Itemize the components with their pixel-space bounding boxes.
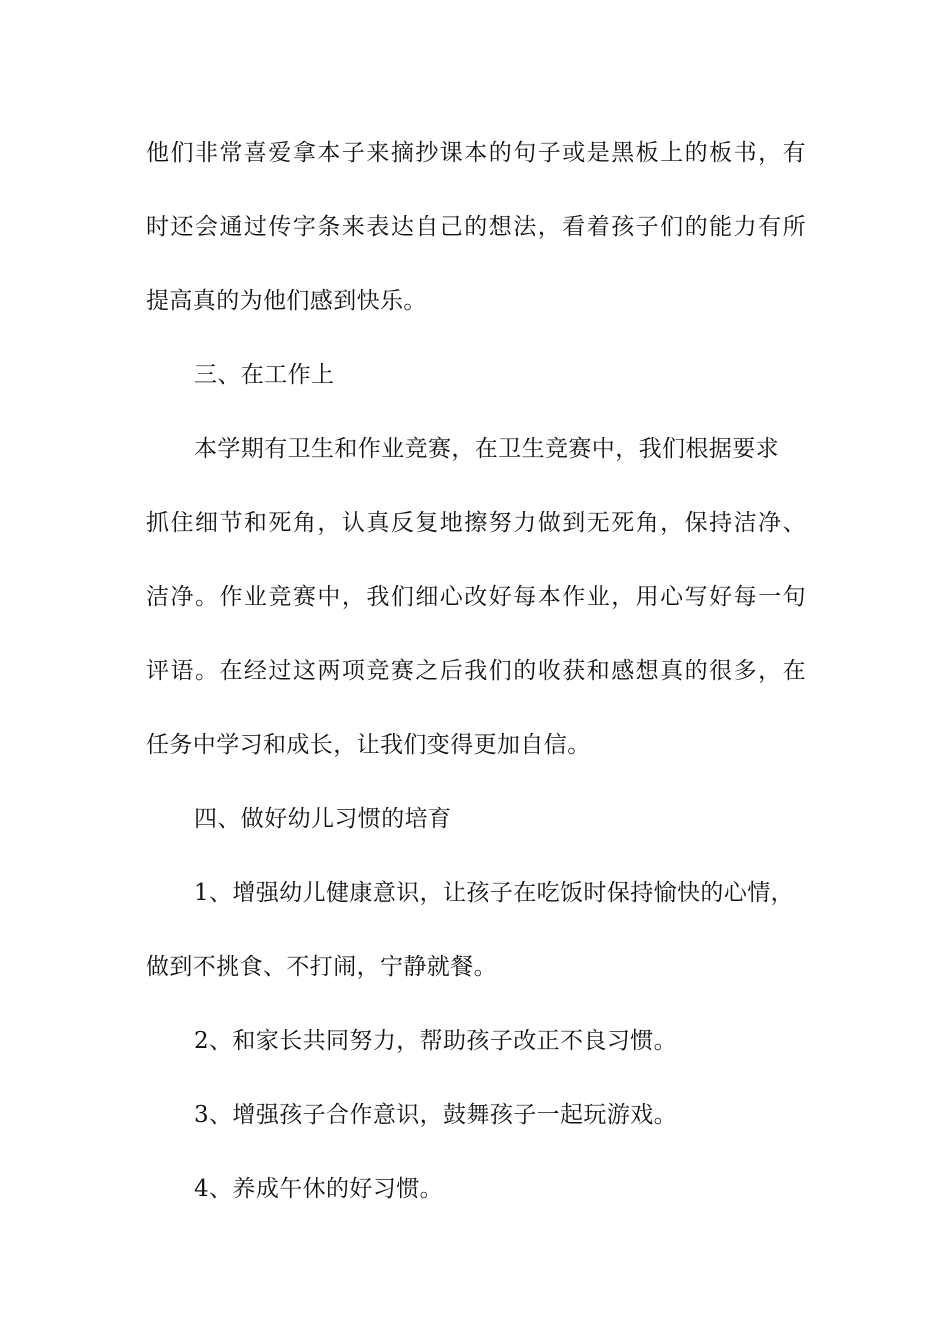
list-item: 2、和家长共同努力，帮助孩子改正不良习惯。: [194, 1028, 678, 1054]
paragraph-line: 时还会通过传字条来表达自己的想法，看着孩子们的能力有所: [146, 214, 806, 240]
list-item: 4、养成午休的好习惯。: [194, 1176, 444, 1202]
paragraph-line: 提高真的为他们感到快乐。: [146, 288, 427, 314]
paragraph-line: 抓住细节和死角，认真反复地擦努力做到无死角，保持洁净、: [146, 510, 806, 536]
paragraph-line: 本学期有卫生和作业竞赛，在卫生竞赛中，我们根据要求: [194, 436, 779, 462]
paragraph-line: 他们非常喜爱拿本子来摘抄课本的句子或是黑板上的板书，有: [146, 140, 806, 166]
paragraph-line: 任务中学习和成长，让我们变得更加自信。: [146, 732, 591, 758]
list-item-continuation: 做到不挑食、不打闹，宁静就餐。: [146, 954, 497, 980]
section-heading: 四、做好幼儿习惯的培育: [194, 806, 452, 832]
section-heading: 三、在工作上: [194, 362, 335, 388]
paragraph-line: 评语。在经过这两项竞赛之后我们的收获和感想真的很多，在: [146, 658, 806, 684]
list-item: 3、增强孩子合作意识，鼓舞孩子一起玩游戏。: [194, 1102, 678, 1128]
list-item: 1、增强幼儿健康意识，让孩子在吃饭时保持愉快的心情，: [194, 880, 795, 906]
paragraph-line: 洁净。作业竞赛中，我们细心改好每本作业，用心写好每一句: [146, 584, 806, 610]
